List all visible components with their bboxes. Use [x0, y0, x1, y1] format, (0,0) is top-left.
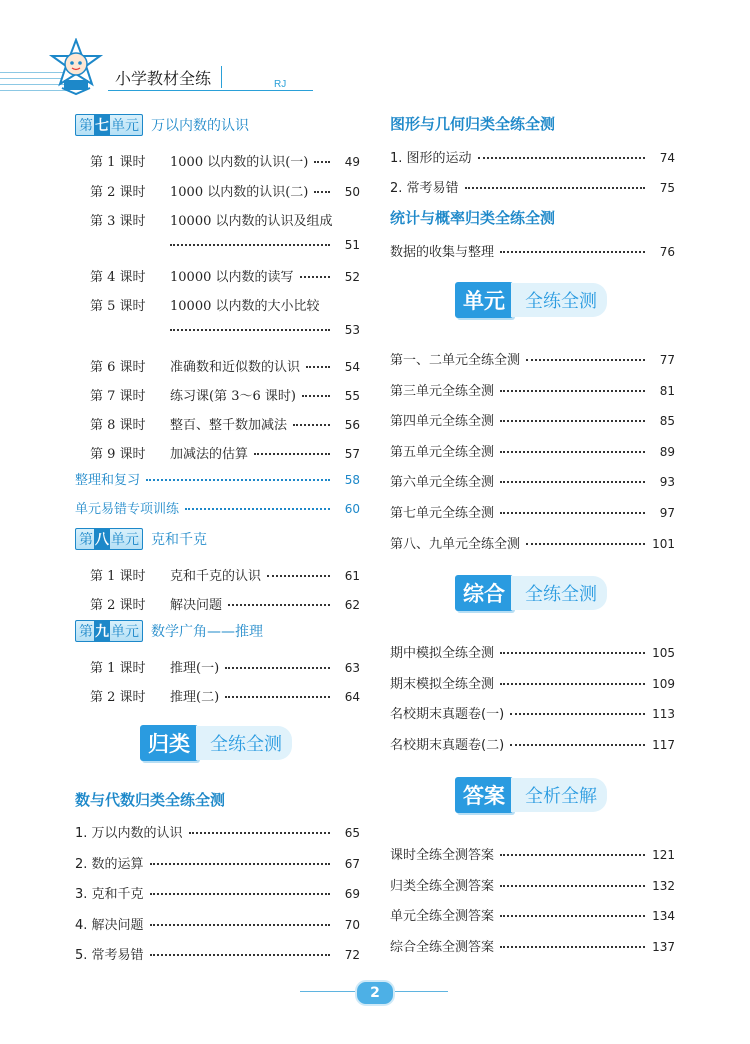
leader-dots: [510, 713, 645, 715]
toc-lesson[interactable]: [90, 151, 360, 170]
leader-dots: [314, 161, 330, 163]
footer-rule-right: [393, 991, 448, 992]
tag-number: 八: [94, 529, 110, 549]
tag-suffix: 单元: [111, 532, 139, 548]
toc-review[interactable]: [75, 469, 360, 488]
footer-rule-left: [300, 991, 355, 992]
banner-sub: 全练全测: [196, 726, 292, 760]
page-number: 75: [659, 181, 675, 195]
lesson-label: 第 3 课时: [90, 214, 146, 229]
tag-suffix: 单元: [111, 624, 139, 640]
page-number: 81: [659, 383, 675, 398]
page-number-badge: 2: [355, 980, 395, 1006]
lesson-label: 第 1 课时: [90, 569, 146, 584]
leader-dots: [500, 652, 645, 654]
leader-dots: [500, 512, 645, 514]
page-number: 60: [344, 502, 360, 516]
entry-title: 归类全练全测答案: [390, 878, 495, 894]
entry-title: 名校期末真题卷(二): [390, 737, 505, 753]
entry-title: 解决问题: [170, 598, 223, 613]
toc-lesson[interactable]: [90, 266, 360, 285]
tag-number: 九: [94, 621, 110, 641]
entry-title: 单元全练全测答案: [390, 909, 495, 925]
leader-dots: [170, 244, 330, 246]
entry-title: 课时全练全测答案: [390, 848, 495, 863]
leader-dots: [254, 453, 330, 455]
toc-item[interactable]: [75, 853, 360, 872]
entry-title: 1. 图形的运动: [390, 151, 472, 166]
toc-item[interactable]: [390, 147, 675, 166]
banner-main: 综合: [455, 575, 513, 611]
entry-title: 10000 以内数的认识及组成: [170, 214, 333, 229]
entry-title: 3. 克和千克: [75, 887, 144, 902]
page-number: 61: [344, 569, 360, 583]
page-number: 132: [652, 878, 675, 893]
leader-dots: [500, 251, 645, 253]
toc-item[interactable]: [390, 642, 675, 661]
entry-title: 10000 以内数的大小比较: [170, 299, 320, 314]
page-number: 51: [344, 238, 360, 252]
toc-lesson[interactable]: [90, 210, 360, 229]
leader-dots: [500, 683, 645, 685]
page-number: 117: [652, 737, 675, 752]
leader-dots: [150, 924, 330, 926]
unit-tag: [75, 620, 143, 642]
unit-banner: [455, 283, 607, 317]
answer-banner: [455, 778, 607, 812]
section-number-algebra: 数与代数归类全练全测: [75, 791, 226, 809]
toc-item[interactable]: [390, 471, 675, 490]
page-number: 109: [652, 676, 675, 691]
lesson-label: 第 9 课时: [90, 447, 146, 462]
toc-item[interactable]: [390, 875, 675, 894]
entry-title: 推理(二): [170, 690, 220, 705]
banner-main: 单元: [455, 282, 513, 318]
leader-dots: [500, 946, 645, 948]
banner-main: 归类: [140, 725, 198, 761]
header-separator: [221, 66, 222, 88]
section-statistics: 统计与概率归类全练全测: [390, 209, 556, 227]
entry-title: 第一、二单元全练全测: [390, 353, 521, 368]
toc-item[interactable]: [390, 349, 675, 368]
entry-title: 第三单元全练全测: [390, 383, 495, 399]
classified-banner: [140, 726, 292, 760]
leader-dots: [465, 187, 645, 189]
tag-prefix: 第: [79, 118, 93, 134]
page-number: 113: [652, 707, 675, 722]
page-number: 64: [344, 690, 360, 704]
toc-item[interactable]: [390, 533, 675, 552]
page-number: 50: [344, 185, 360, 199]
page-number: 49: [344, 155, 360, 169]
page-number: 105: [652, 646, 675, 660]
banner-sub: 全练全测: [511, 283, 607, 317]
unit-title: 克和千克: [151, 532, 207, 548]
page-number: 67: [344, 856, 360, 871]
page-number: 54: [344, 360, 360, 374]
page-number: 56: [344, 418, 360, 432]
page-number: 97: [659, 506, 675, 520]
leader-dots: [150, 893, 330, 895]
entry-title: 综合全练全测答案: [390, 939, 495, 955]
entry-title: 第五单元全练全测: [390, 444, 495, 460]
leader-dots: [150, 954, 330, 956]
leader-dots: [526, 359, 645, 361]
leader-dots: [500, 390, 645, 392]
toc-item[interactable]: [390, 380, 675, 399]
entry-title: 整理和复习: [75, 473, 141, 488]
entry-title: 1. 万以内数的认识: [75, 826, 183, 841]
lesson-label: 第 6 课时: [90, 360, 146, 375]
toc-lesson[interactable]: [90, 686, 360, 705]
lesson-label: 第 8 课时: [90, 418, 146, 433]
leader-dots: [293, 424, 330, 426]
mascot-icon: [42, 38, 110, 98]
tag-number: 七: [94, 115, 110, 135]
toc-lesson[interactable]: [90, 594, 360, 613]
lesson-label: 第 2 课时: [90, 690, 146, 705]
toc-item[interactable]: [390, 410, 675, 429]
leader-dots: [500, 885, 645, 887]
unit-tag: [75, 114, 143, 136]
toc-item[interactable]: [75, 883, 360, 902]
lesson-label: 第 2 课时: [90, 598, 146, 613]
page-number: 55: [344, 389, 360, 403]
leader-dots: [228, 604, 330, 606]
lesson-label: 第 7 课时: [90, 389, 146, 404]
toc-item[interactable]: [390, 502, 675, 521]
toc-item[interactable]: [75, 914, 360, 933]
entry-title: 单元易错专项训练: [75, 502, 180, 517]
page-number: 58: [344, 473, 360, 487]
lesson-label: 第 2 课时: [90, 185, 146, 200]
page-number: 53: [344, 323, 360, 337]
unit-7-heading[interactable]: [75, 114, 249, 136]
toc-lesson[interactable]: [90, 443, 360, 462]
leader-dots: [478, 157, 645, 159]
page-number: 62: [344, 598, 360, 612]
entry-title: 2. 常考易错: [390, 181, 459, 196]
leader-dots: [225, 696, 330, 698]
leader-dots: [267, 575, 330, 577]
header-rule: [108, 90, 313, 91]
entry-title: 第七单元全练全测: [390, 506, 495, 521]
entry-title: 第六单元全练全测: [390, 475, 495, 491]
toc-lesson[interactable]: [90, 414, 360, 433]
toc-lesson-continued[interactable]: [170, 238, 360, 252]
leader-dots: [500, 451, 645, 453]
page-number: 89: [659, 444, 675, 459]
entry-title: 10000 以内数的读写: [170, 270, 294, 285]
toc-item[interactable]: [390, 905, 675, 924]
banner-sub: 全练全测: [511, 576, 607, 610]
page-number: 52: [344, 270, 360, 284]
entry-title: 克和千克的认识: [170, 569, 262, 584]
page-number: 101: [652, 536, 675, 551]
toc-item[interactable]: [390, 241, 675, 260]
toc-lesson-continued[interactable]: [170, 323, 360, 337]
entry-title: 整百、整千数加减法: [170, 418, 288, 433]
entry-title: 练习课(第 3～6 课时): [170, 389, 296, 404]
entry-title: 第四单元全练全测: [390, 414, 495, 430]
page-number: 57: [344, 447, 360, 461]
entry-title: 第八、九单元全练全测: [390, 536, 521, 552]
page-number: 137: [652, 939, 675, 954]
entry-title: 期中模拟全练全测: [390, 646, 495, 661]
toc-item[interactable]: [390, 844, 675, 863]
unit-title: 数学广角——推理: [151, 624, 263, 640]
page-number: 65: [344, 826, 360, 840]
page-number: 72: [344, 948, 360, 962]
entry-title: 期末模拟全练全测: [390, 676, 495, 692]
leader-dots: [526, 543, 645, 545]
tag-prefix: 第: [79, 624, 93, 640]
leader-dots: [500, 854, 645, 856]
toc-lesson[interactable]: [90, 181, 360, 200]
toc-lesson[interactable]: [90, 295, 360, 314]
unit-8-heading[interactable]: [75, 528, 207, 550]
unit-tag: [75, 528, 143, 550]
leader-dots: [225, 667, 330, 669]
entry-title: 名校期末真题卷(一): [390, 707, 505, 723]
entry-title: 数据的收集与整理: [390, 245, 495, 260]
entry-title: 5. 常考易错: [75, 948, 144, 963]
toc-lesson[interactable]: [90, 565, 360, 584]
entry-title: 准确数和近似数的认识: [170, 360, 301, 375]
lesson-label: 第 1 课时: [90, 155, 146, 170]
leader-dots: [306, 366, 330, 368]
leader-dots: [170, 329, 330, 331]
banner-main: 答案: [455, 777, 513, 813]
leader-dots: [150, 863, 330, 865]
unit-9-heading[interactable]: [75, 620, 263, 642]
toc-lesson[interactable]: [90, 356, 360, 375]
toc-item[interactable]: [390, 673, 675, 692]
toc-item[interactable]: [390, 936, 675, 955]
toc-item[interactable]: [390, 703, 675, 722]
lesson-label: 第 4 课时: [90, 270, 146, 285]
edition-label: RJ: [274, 79, 287, 90]
banner-sub: 全析全解: [511, 778, 607, 812]
toc-errors[interactable]: [75, 498, 360, 517]
page-number: 93: [659, 475, 675, 490]
leader-dots: [146, 479, 330, 481]
entry-title: 2. 数的运算: [75, 856, 144, 872]
toc-item[interactable]: [390, 441, 675, 460]
entry-title: 1000 以内数的认识(二): [170, 185, 309, 200]
entry-title: 加减法的估算: [170, 447, 249, 462]
book-title: 小学教材全练: [115, 69, 212, 88]
leader-dots: [500, 915, 645, 917]
page-number: 121: [652, 848, 675, 862]
leader-dots: [185, 508, 330, 510]
page-number: 134: [652, 909, 675, 924]
lesson-label: 第 1 课时: [90, 661, 146, 676]
unit-title: 万以内数的认识: [151, 118, 249, 134]
comprehensive-banner: [455, 576, 607, 610]
page-number: 77: [659, 353, 675, 367]
entry-title: 推理(一): [170, 661, 220, 676]
leader-dots: [189, 832, 330, 834]
tag-suffix: 单元: [111, 118, 139, 134]
toc-lesson[interactable]: [90, 385, 360, 404]
leader-dots: [500, 420, 645, 422]
page-number: 69: [344, 887, 360, 901]
toc-item[interactable]: [75, 944, 360, 963]
toc-item[interactable]: [390, 734, 675, 753]
leader-dots: [314, 191, 330, 193]
leader-dots: [300, 276, 331, 278]
toc-item[interactable]: [75, 822, 360, 841]
lesson-label: 第 5 课时: [90, 299, 146, 314]
page-number: 63: [344, 661, 360, 675]
page-number: 70: [344, 917, 360, 932]
section-geometry: 图形与几何归类全练全测: [390, 115, 556, 133]
entry-title: 4. 解决问题: [75, 917, 144, 933]
page-number: 76: [659, 245, 675, 259]
leader-dots: [510, 744, 645, 746]
toc-lesson[interactable]: [90, 657, 360, 676]
leader-dots: [500, 481, 645, 483]
entry-title: 1000 以内数的认识(一): [170, 155, 309, 170]
page-number: 74: [659, 151, 675, 165]
page-number: 85: [659, 414, 675, 429]
tag-prefix: 第: [79, 532, 93, 548]
toc-item[interactable]: [390, 177, 675, 196]
leader-dots: [302, 395, 330, 397]
